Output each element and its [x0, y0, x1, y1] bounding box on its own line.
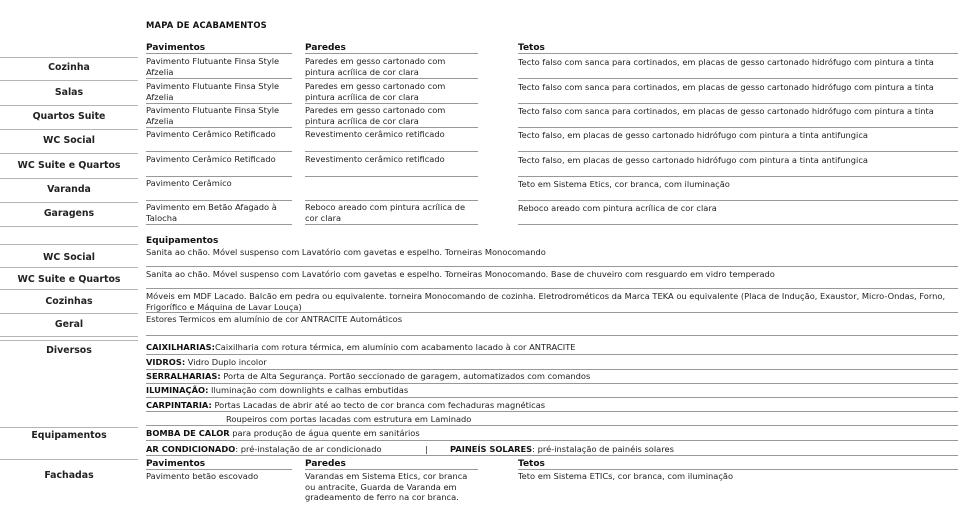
- cell-teto: Tecto falso com sanca para cortinados, em placas de gesso cartonado hidrófugo com pintura a tinta: [518, 106, 934, 116]
- header-pavimentos: Pavimentos: [146, 43, 206, 53]
- diversos-roupeiros: Roupeiros com portas lacadas com estrutura em Laminado: [226, 414, 472, 424]
- row-label-diversos: Diversos: [46, 345, 92, 356]
- equip-row-label: Geral: [54, 319, 84, 330]
- cell-pavimento: Pavimento Flutuante Finsa Style Afzelia: [146, 81, 280, 102]
- equip-row-text: Móveis em MDF Lacado. Balcão em pedra ou equivalente. torneira Monocomando de cozinha. Eletrodrométicos da Marca TEKA ou equivalente (Placa de Indução, Exaustor, Micro-Ondas, Forno, Frigorífico e Máquina de Lavar Louça): [146, 291, 946, 312]
- diversos-vidros: VIDROS: Vidro Duplo incolor: [146, 357, 267, 367]
- cell-pavimento: Pavimento Cerâmico Retificado: [146, 129, 276, 139]
- fach-header-paredes: Paredes: [305, 459, 346, 469]
- row-label: Quartos Suite: [32, 111, 106, 122]
- fach-header-pavimentos: Pavimentos: [146, 459, 206, 469]
- fachadas-paredes: Varandas em Sistema Etics, cor branca ou antracite, Guarda de Varanda em gradeamento de ferro na cor branca.: [305, 471, 468, 503]
- cell-paredes: Paredes em gesso cartonado com pintura acrílica de cor clara: [305, 81, 446, 102]
- cell-pavimento: Pavimento Flutuante Finsa Style Afzelia: [146, 105, 280, 126]
- cell-paredes: Paredes em gesso cartonado com pintura acrílica de cor clara: [305, 56, 446, 77]
- equip-paineis-solares: PAINEÍS SOLARES: pré-instalação de painéis solares: [450, 444, 674, 454]
- row-label: WC Suite e Quartos: [17, 160, 121, 171]
- cell-teto: Tecto falso com sanca para cortinados, em placas de gesso cartonado hidrófugo com pintura a tinta: [518, 57, 934, 67]
- cell-teto: Reboco areado com pintura acrílica de cor clara: [518, 203, 717, 213]
- equip-ar-condicionado: AR CONDICIONADO: pré-instalação de ar condicionado: [146, 444, 382, 454]
- row-label: Varanda: [47, 184, 91, 195]
- cell-paredes: Revestimento cerâmico retificado: [305, 154, 445, 164]
- fach-header-tetos: Tetos: [518, 459, 545, 469]
- equip-separator: |: [425, 444, 428, 454]
- equip-row-text: Sanita ao chão. Móvel suspenso com Lavatório com gavetas e espelho. Torneiras Monocomando: [146, 247, 546, 257]
- cell-pavimento: Pavimento Flutuante Finsa Style Afzelia: [146, 56, 280, 77]
- diversos-iluminacao: ILUMINAÇÃO: Iluminação com downlights e calhas embutidas: [146, 385, 409, 395]
- row-label: Salas: [54, 87, 84, 98]
- cell-pavimento: Pavimento Cerâmico: [146, 178, 232, 188]
- fachadas-pavimento: Pavimento betão escovado: [146, 471, 259, 481]
- equip-row-text: Sanita ao chão. Móvel suspenso com Lavatório com gavetas e espelho. Torneiras Monocomando. Base de chuveiro com resguardo em vidro temperado: [146, 269, 775, 279]
- diversos-carpintaria: CARPINTARIA: Portas Lacadas de abrir até ao tecto de cor branca com fechaduras magnéticas: [146, 400, 546, 410]
- row-label-fachadas: Fachadas: [44, 470, 94, 481]
- cell-paredes: Reboco areado com pintura acrílica de cor clara: [305, 202, 466, 223]
- row-label: WC Social: [43, 135, 95, 146]
- equip-bomba: BOMBA DE CALOR para produção de água quente em sanitários: [146, 428, 420, 438]
- equip-row-label: WC Social: [43, 252, 95, 263]
- header-tetos: Tetos: [518, 43, 545, 53]
- equip-row-text: Estores Termicos em alumínio de cor ANTRACITE Automáticos: [146, 314, 403, 324]
- cell-pavimento: Pavimento Cerâmico Retificado: [146, 154, 276, 164]
- header-paredes: Paredes: [305, 43, 346, 53]
- equip-heading: Equipamentos: [146, 236, 219, 246]
- row-label: Garagens: [43, 208, 95, 219]
- diversos-serralharias: SERRALHARIAS: Porta de Alta Segurança. Portão seccionado de garagem, automatizados com comandos: [146, 371, 591, 381]
- row-label: Cozinha: [48, 62, 90, 73]
- diversos-caixilharias: CAIXILHARIAS:Caixilharia com rotura térmica, em alumínio com acabamento lacado à cor ANTRACITE: [146, 342, 576, 352]
- cell-teto: Teto em Sistema Etics, cor branca, com iluminação: [518, 179, 730, 189]
- cell-paredes: Paredes em gesso cartonado com pintura acrílica de cor clara: [305, 105, 446, 126]
- cell-teto: Tecto falso, em placas de gesso cartonado hidrófugo com pintura a tinta antifungica: [518, 155, 869, 165]
- equip-row-label: Cozinhas: [45, 296, 93, 307]
- cell-pavimento: Pavimento em Betão Afagado à Talocha: [146, 202, 277, 223]
- equip-row-label: WC Suite e Quartos: [17, 274, 121, 285]
- fachadas-teto: Teto em Sistema ETICs, cor branca, com iluminação: [518, 471, 734, 481]
- cell-paredes: Revestimento cerâmico retificado: [305, 129, 445, 139]
- cell-teto: Tecto falso com sanca para cortinados, em placas de gesso cartonado hidrófugo com pintura a tinta: [518, 82, 934, 92]
- cell-teto: Tecto falso, em placas de gesso cartonado hidrófugo com pintura a tinta antifungica: [518, 130, 869, 140]
- page-title: MAPA DE ACABAMENTOS: [146, 20, 267, 30]
- row-label-equipamentos: Equipamentos: [31, 430, 107, 441]
